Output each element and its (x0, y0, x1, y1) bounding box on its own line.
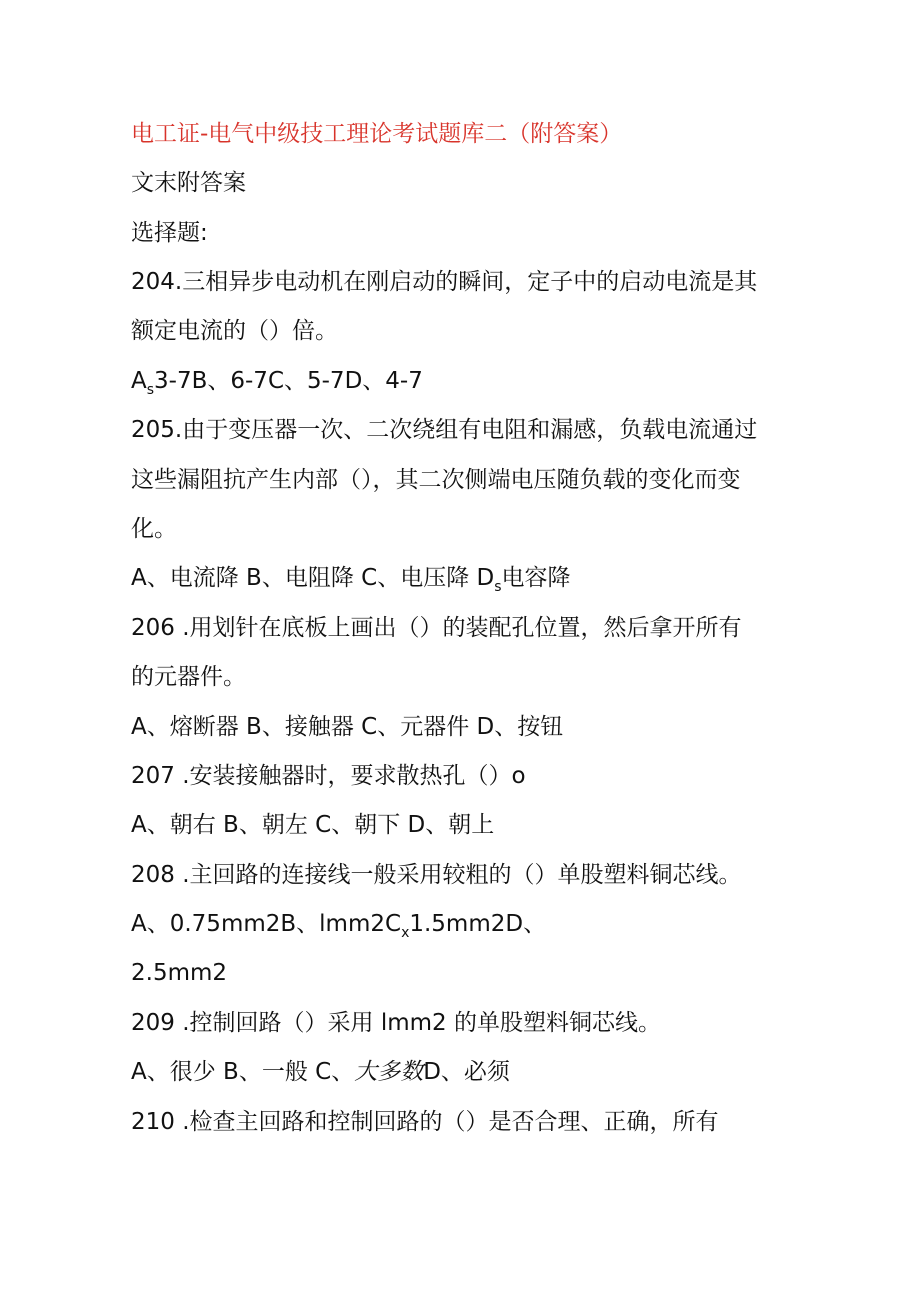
option-text: A、很少 B、一般 C、 (131, 1059, 355, 1085)
option-subscript: s (494, 579, 502, 595)
question-204-line-2: 额定电流的（）倍。 (131, 318, 338, 344)
option-subscript: x (401, 925, 410, 941)
option-text: A、电流降 B、电阻降 C、电压降 D (131, 565, 495, 591)
option-text: D、必须 (423, 1059, 510, 1085)
question-205-line-1: 205.由于变压器一次、二次绕组有电阻和漏感，负载电流通过 (131, 417, 758, 443)
question-208-options (131, 909, 546, 942)
question-205-line-2: 这些漏阻抗产生内部（），其二次侧端电压随负载的变化而变 (131, 467, 741, 493)
question-206-line-1: 206 .用划针在底板上画出（）的装配孔位置，然后拿开所有 (131, 615, 742, 641)
question-208-line-1: 208 .主回路的连接线一般采用较粗的（）单股塑料铜芯线。 (131, 862, 742, 888)
question-209-options (131, 1057, 510, 1087)
question-204-line-1: 204.三相异步电动机在刚启动的瞬间，定子中的启动电流是其 (131, 269, 758, 295)
question-205-line-3: 化。 (131, 516, 177, 542)
question-207-line-1: 207 .安装接触器时，要求散热孔（）o (131, 763, 526, 789)
question-205-options (131, 563, 571, 596)
option-text: A、0.75mm2B、lmm2C (131, 911, 402, 937)
option-text: 3-7B、6-7C、5-7D、4-7 (154, 368, 423, 394)
document-title: 电工证-电气中级技工理论考试题库二（附答案） (131, 121, 623, 147)
question-207-options: A、朝右 B、朝左 C、朝下 D、朝上 (131, 812, 495, 838)
question-209-line-1: 209 .控制回路（）采用 lmm2 的单股塑料铜芯线。 (131, 1010, 661, 1036)
question-210-line-1: 210 .检查主回路和控制回路的（）是否合理、正确，所有 (131, 1109, 719, 1135)
question-206-options: A、熔断器 B、接触器 C、元器件 D、按钮 (131, 714, 564, 740)
question-206-line-2: 的元器件。 (131, 664, 246, 690)
option-a-letter: A (131, 368, 147, 394)
section-heading: 选择题: (131, 220, 208, 246)
question-204-options (131, 366, 423, 399)
question-208-options-line-2: 2.5mm2 (131, 960, 228, 986)
option-text: 1.5mm2D、 (409, 911, 547, 937)
option-subscript: s (146, 382, 155, 398)
option-italic-text: 大多数 (354, 1059, 424, 1085)
option-text: 电容降 (501, 565, 571, 591)
answer-note: 文末附答案 (131, 170, 246, 196)
